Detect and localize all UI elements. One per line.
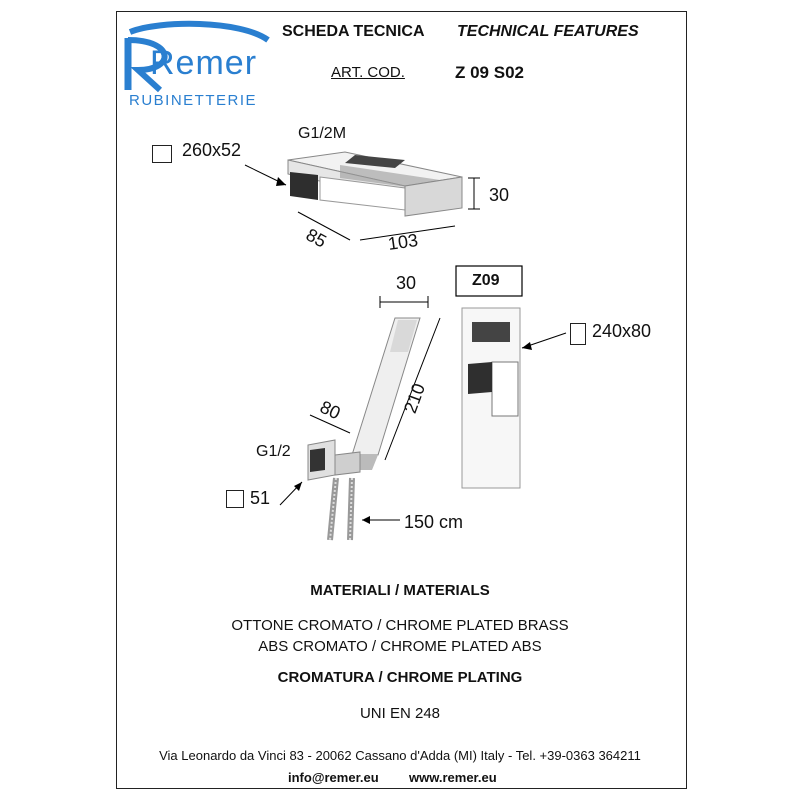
art-code-value: Z 09 S02 bbox=[455, 63, 524, 82]
spout-height-label: 30 bbox=[489, 185, 510, 205]
handshower-length-label: 210 bbox=[400, 380, 430, 416]
footer-address: Via Leonardo da Vinci 83 - 20062 Cassano d'Adda (MI) Italy - Tel. +39-0363 364211 bbox=[159, 748, 641, 763]
plate-size-label: 240x80 bbox=[592, 321, 652, 341]
holder-illustration bbox=[308, 440, 360, 480]
title-italian: SCHEDA TECNICA bbox=[282, 23, 425, 40]
spout-length-label: 103 bbox=[386, 230, 420, 254]
materials-line-1: OTTONE CROMATO / CHROME PLATED BRASS bbox=[231, 617, 569, 634]
norm-standard: UNI EN 248 bbox=[359, 705, 441, 722]
materials-heading: MATERIALI / MATERIALS bbox=[310, 582, 490, 599]
hose-illustration bbox=[330, 478, 352, 540]
title-english: TECHNICAL FEATURES bbox=[457, 23, 639, 40]
brand-name: Remer bbox=[150, 44, 258, 82]
spout-illustration bbox=[288, 152, 462, 216]
rectangle-section-icon bbox=[570, 323, 586, 345]
spout-size-label: 260x52 bbox=[182, 140, 242, 160]
brand-subtitle: RUBINETTERIE bbox=[129, 92, 258, 109]
art-code-label: ART. COD. bbox=[331, 64, 405, 81]
square-section-icon bbox=[226, 490, 244, 508]
footer-website[interactable]: www.remer.eu bbox=[409, 770, 497, 785]
mixer-plate-illustration bbox=[462, 308, 520, 488]
spout-connection-label: G1/2M bbox=[298, 125, 347, 142]
footer-email[interactable]: info@remer.eu bbox=[288, 770, 379, 785]
hose-length-label: 150 cm bbox=[404, 512, 464, 532]
holder-depth-label: 80 bbox=[316, 396, 344, 424]
holder-size-label: 51 bbox=[250, 488, 271, 508]
handshower-width-label: 30 bbox=[396, 273, 417, 293]
mixer-code-label: Z09 bbox=[472, 272, 500, 289]
materials-line-2: ABS CROMATO / CHROME PLATED ABS bbox=[258, 638, 542, 655]
holder-connection-label: G1/2 bbox=[256, 443, 291, 460]
plating-heading: CROMATURA / CHROME PLATING bbox=[277, 669, 523, 686]
square-section-icon bbox=[152, 145, 172, 163]
spout-depth-label: 85 bbox=[302, 224, 330, 252]
